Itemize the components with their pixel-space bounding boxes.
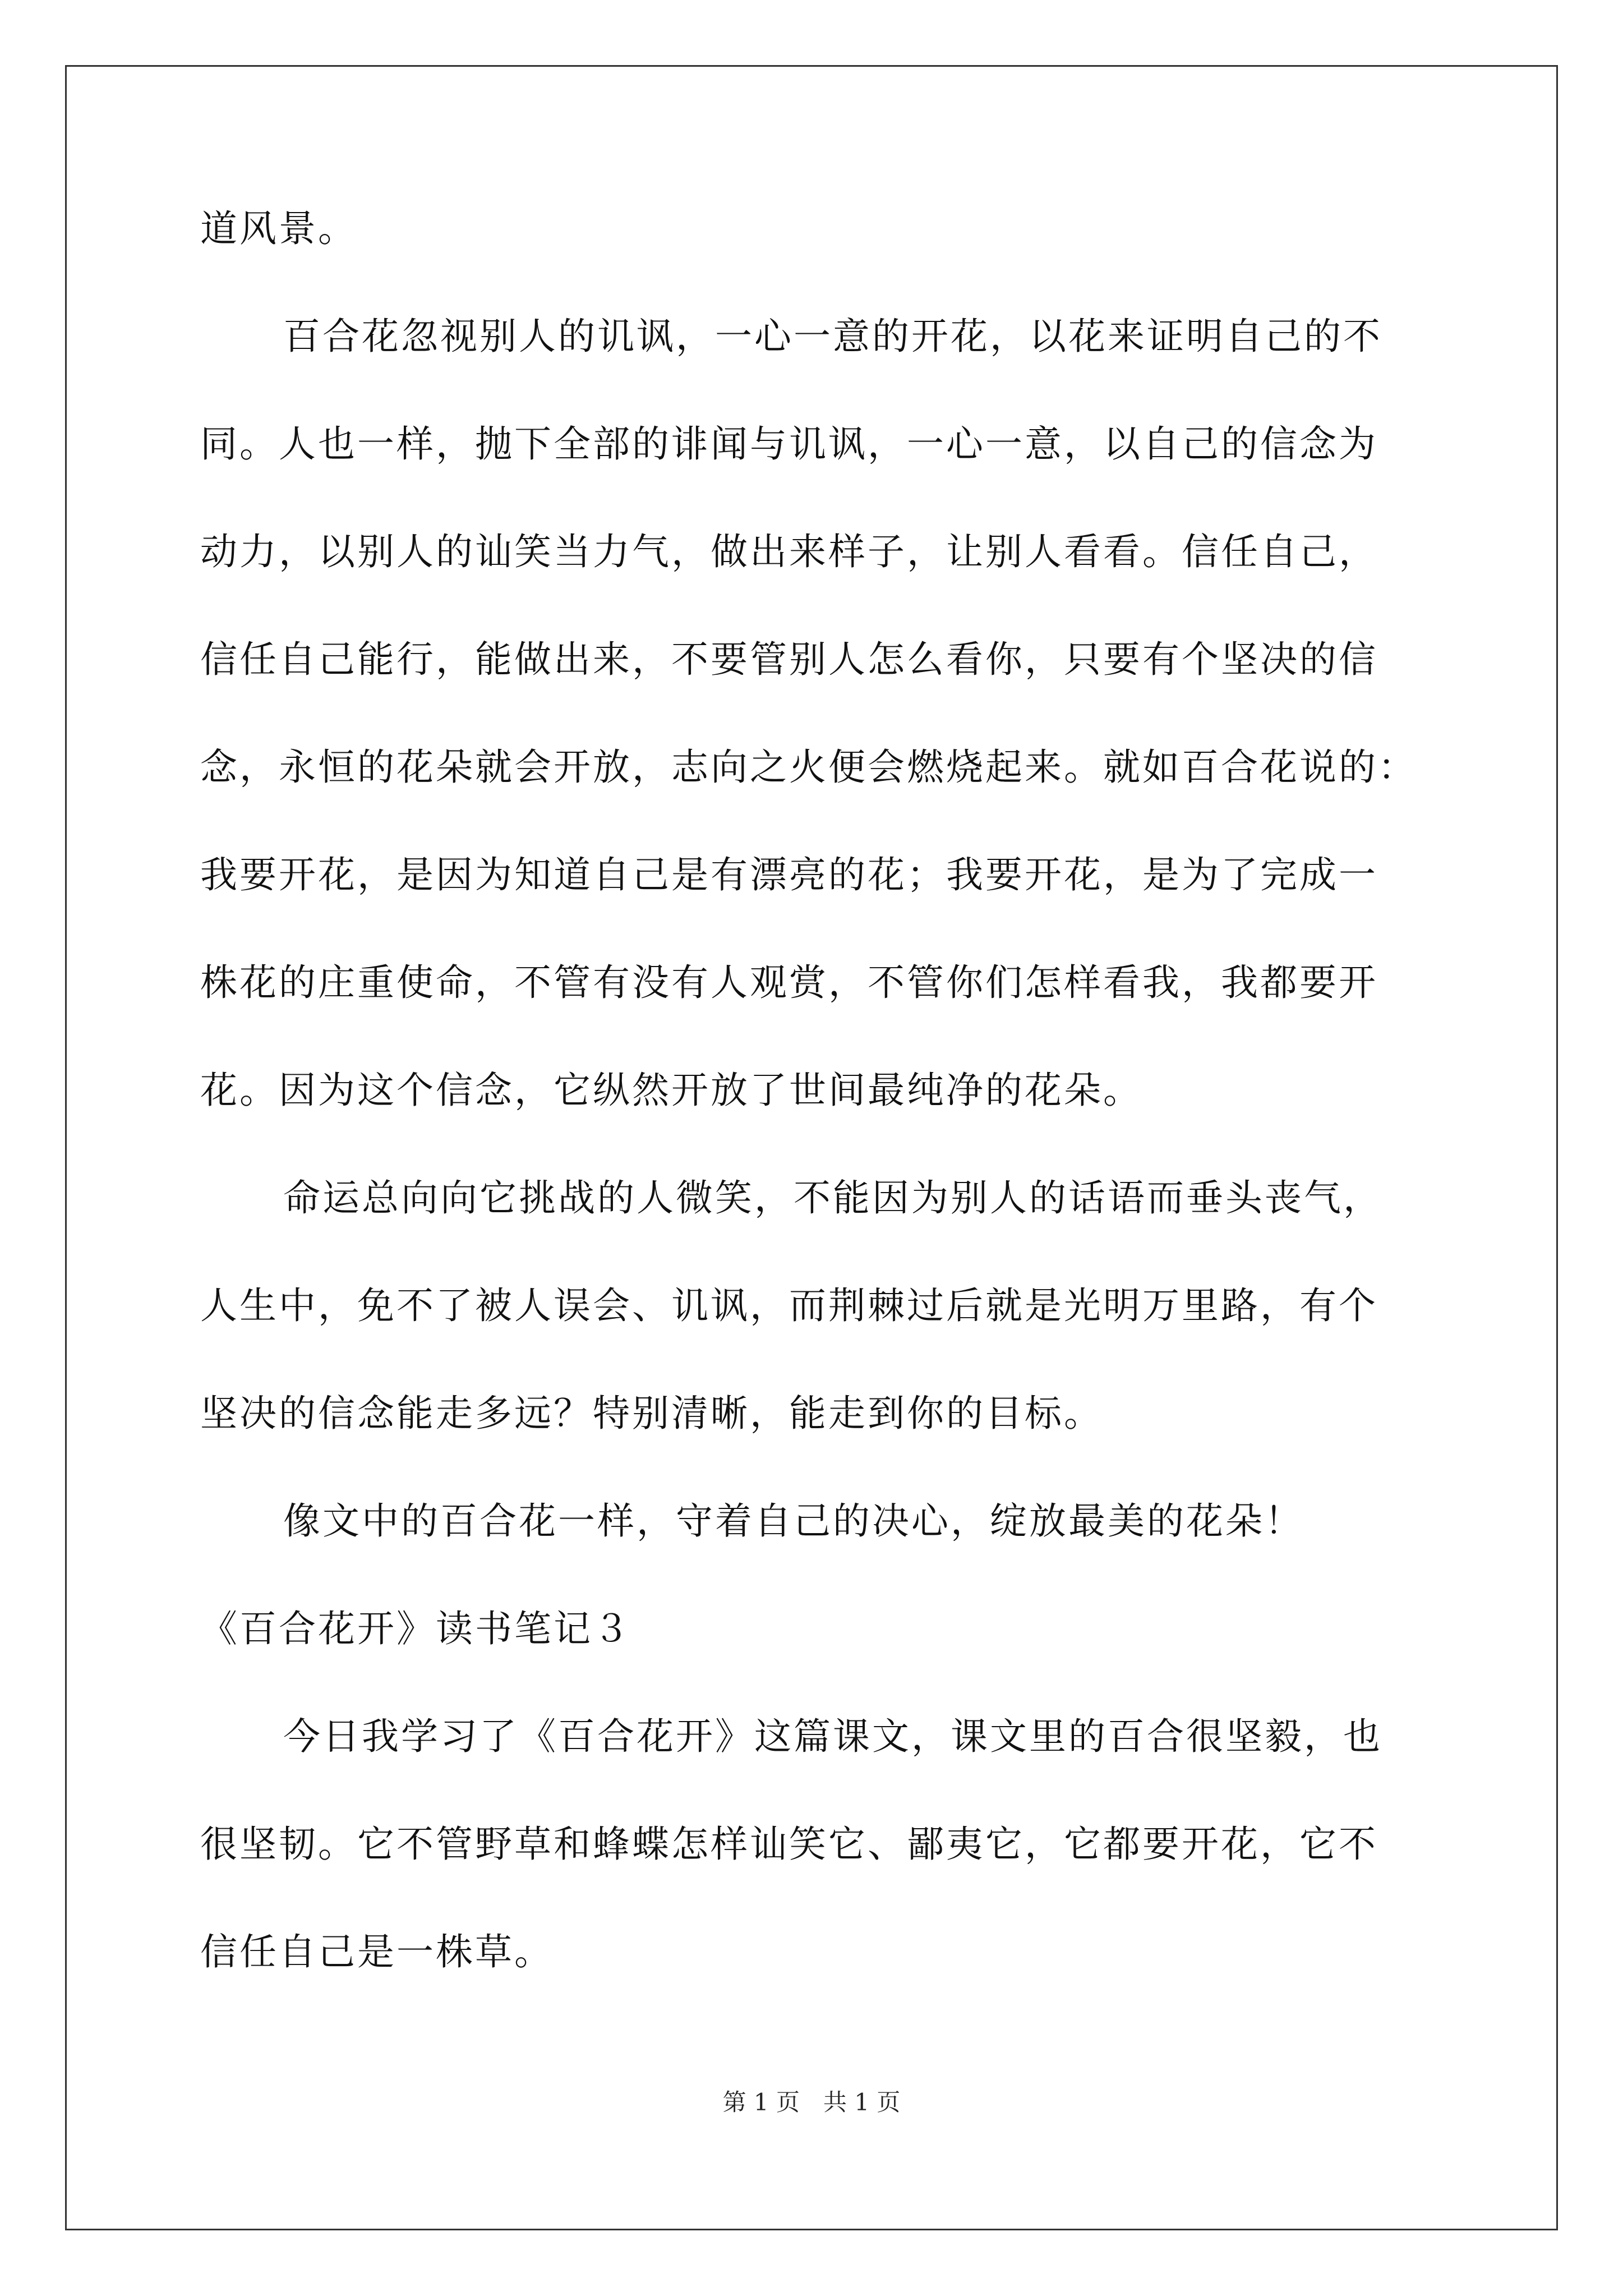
text-line: 道风景。 xyxy=(200,207,357,250)
text-line: 我要开花，是因为知道自己是有漂亮的花；我要开花，是为了完成一 xyxy=(200,853,1378,896)
page-total: 共 1 页 xyxy=(823,2088,901,2116)
text-line: 坚决的信念能走多远？特别清晰，能走到你的目标。 xyxy=(200,1392,1103,1435)
document-body xyxy=(200,207,1434,2041)
section-heading: 《百合花开》读书笔记３ xyxy=(200,1607,632,1650)
text-line: 念，永恒的花朵就会开放，志向之火便会燃烧起来。就如百合花说的： xyxy=(200,746,1417,789)
paragraph-start-line: 百合花忽视别人的讥讽，一心一意的开花，以花来证明自己的不 xyxy=(283,315,1382,358)
page-footer xyxy=(0,2088,1623,2116)
page-number: 第 1 页 xyxy=(722,2088,800,2116)
text-line: 很坚韧。它不管野草和蜂蝶怎样讪笑它、鄙夷它，它都要开花，它不 xyxy=(200,1823,1378,1866)
text-line: 株花的庄重使命，不管有没有人观赏，不管你们怎样看我，我都要开 xyxy=(200,961,1378,1004)
text-line: 同。人也一样，抛下全部的诽闻与讥讽，一心一意，以自己的信念为 xyxy=(200,422,1378,466)
paragraph-start-line: 像文中的百合花一样，守着自己的决心，绽放最美的花朵！ xyxy=(283,1499,1304,1543)
paragraph-start-line: 今日我学习了《百合花开》这篇课文，课文里的百合很坚毅，也 xyxy=(283,1715,1382,1758)
text-line: 信任自己是一株草。 xyxy=(200,1930,554,1973)
text-line: 人生中，免不了被人误会、讥讽，而荆棘过后就是光明万里路，有个 xyxy=(200,1284,1378,1327)
text-line: 花。因为这个信念，它纵然开放了世间最纯净的花朵。 xyxy=(200,1069,1142,1112)
paragraph-start-line: 命运总向向它挑战的人微笑，不能因为别人的话语而垂头丧气， xyxy=(283,1176,1382,1220)
text-line: 信任自己能行，能做出来，不要管别人怎么看你，只要有个坚决的信 xyxy=(200,638,1378,681)
text-line: 动力，以别人的讪笑当力气，做出来样子，让别人看看。信任自己， xyxy=(200,530,1378,573)
